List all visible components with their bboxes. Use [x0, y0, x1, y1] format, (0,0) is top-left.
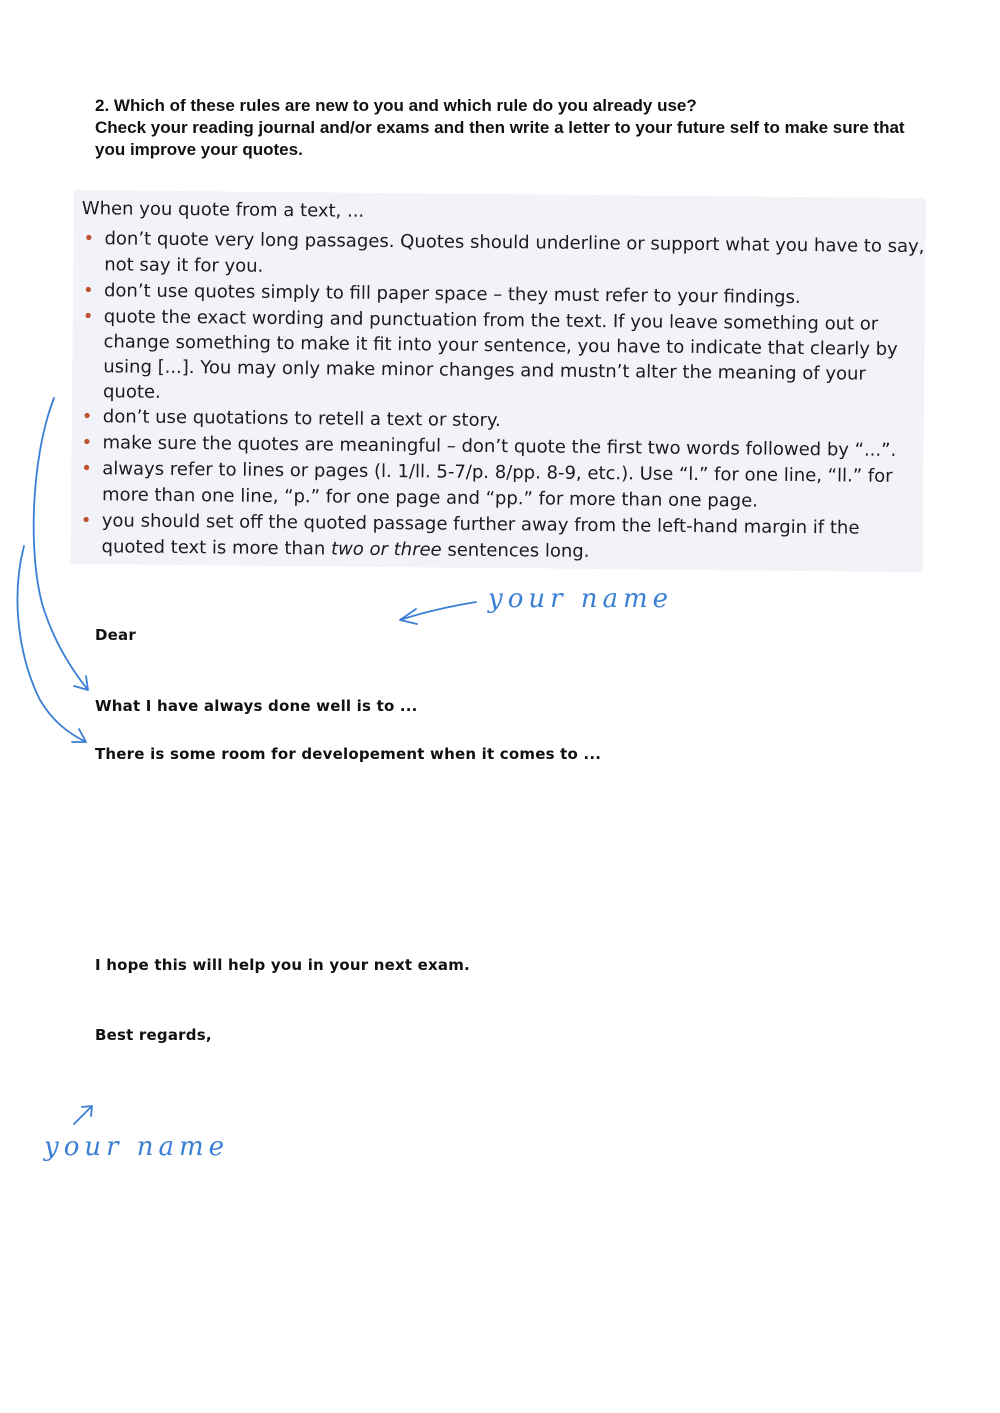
rule-text: don’t use quotes simply to fill paper space – they must refer to your findings. — [103, 280, 801, 308]
bullet-icon: • — [82, 306, 94, 328]
rule-text: don’t quote very long passages. Quotes should underline or support what you have to say, not say it for you. — [104, 228, 925, 277]
bullet-icon: • — [81, 432, 93, 454]
rule-text-pre: you should set off the quoted passage further away from the left-hand margin if the quoted text is more than — [101, 510, 860, 560]
arrow-to-signature-icon — [74, 1106, 92, 1124]
task-question: 2. Which of these rules are new to you and which rule do you already use? — [95, 96, 697, 115]
bullet-icon: • — [81, 458, 93, 480]
arrow-to-improvement-icon — [17, 546, 86, 742]
rule-text: quote the exact wording and punctuation from the text. If you leave something out or change something to make it fit into your sentence, you have to indicate that clearly by using [...]. You may only make minor changes and mustn’t alter the meaning of your quote. — [102, 306, 898, 403]
letter-line-closing-wish: I hope this will help you in your next exam. — [95, 956, 470, 974]
bullet-icon: • — [82, 280, 94, 302]
arrow-to-greeting-icon — [400, 602, 476, 624]
letter-line-improvement: There is some room for developement when it comes to ... — [95, 745, 602, 763]
bullet-icon: • — [81, 406, 93, 428]
bullet-icon: • — [80, 510, 92, 532]
task-instruction: Check your reading journal and/or exams and then write a letter to your future self to make sure that you improve your quotes. — [95, 118, 905, 159]
rule-text-post: sentences long. — [441, 539, 590, 562]
rule-text: make sure the quotes are meaningful – don’t quote the first two words followed by “...”. — [102, 432, 897, 461]
arrow-to-strengths-icon — [34, 398, 88, 690]
handwritten-name-hint-bottom: your name — [44, 1132, 230, 1162]
letter-line-strengths: What I have always done well is to ... — [95, 697, 418, 715]
rule-text: always refer to lines or pages (l. 1/ll. 5-7/p. 8/pp. 8-9, etc.). Use “l.” for one line, “ll.” for more than one line, “p.” for one page and “pp.” for more than one page. — [101, 458, 893, 512]
rule-text: don’t use quotations to retell a text or story. — [102, 406, 501, 432]
letter-closing: Best regards, — [95, 1026, 212, 1044]
handwritten-name-hint-top: your name — [488, 584, 674, 614]
bullet-icon: • — [83, 228, 95, 250]
letter-greeting: Dear — [95, 626, 136, 644]
rules-intro: When you quote from a text, ... — [81, 198, 365, 222]
rule-text-emphasis: two or three — [330, 538, 442, 561]
